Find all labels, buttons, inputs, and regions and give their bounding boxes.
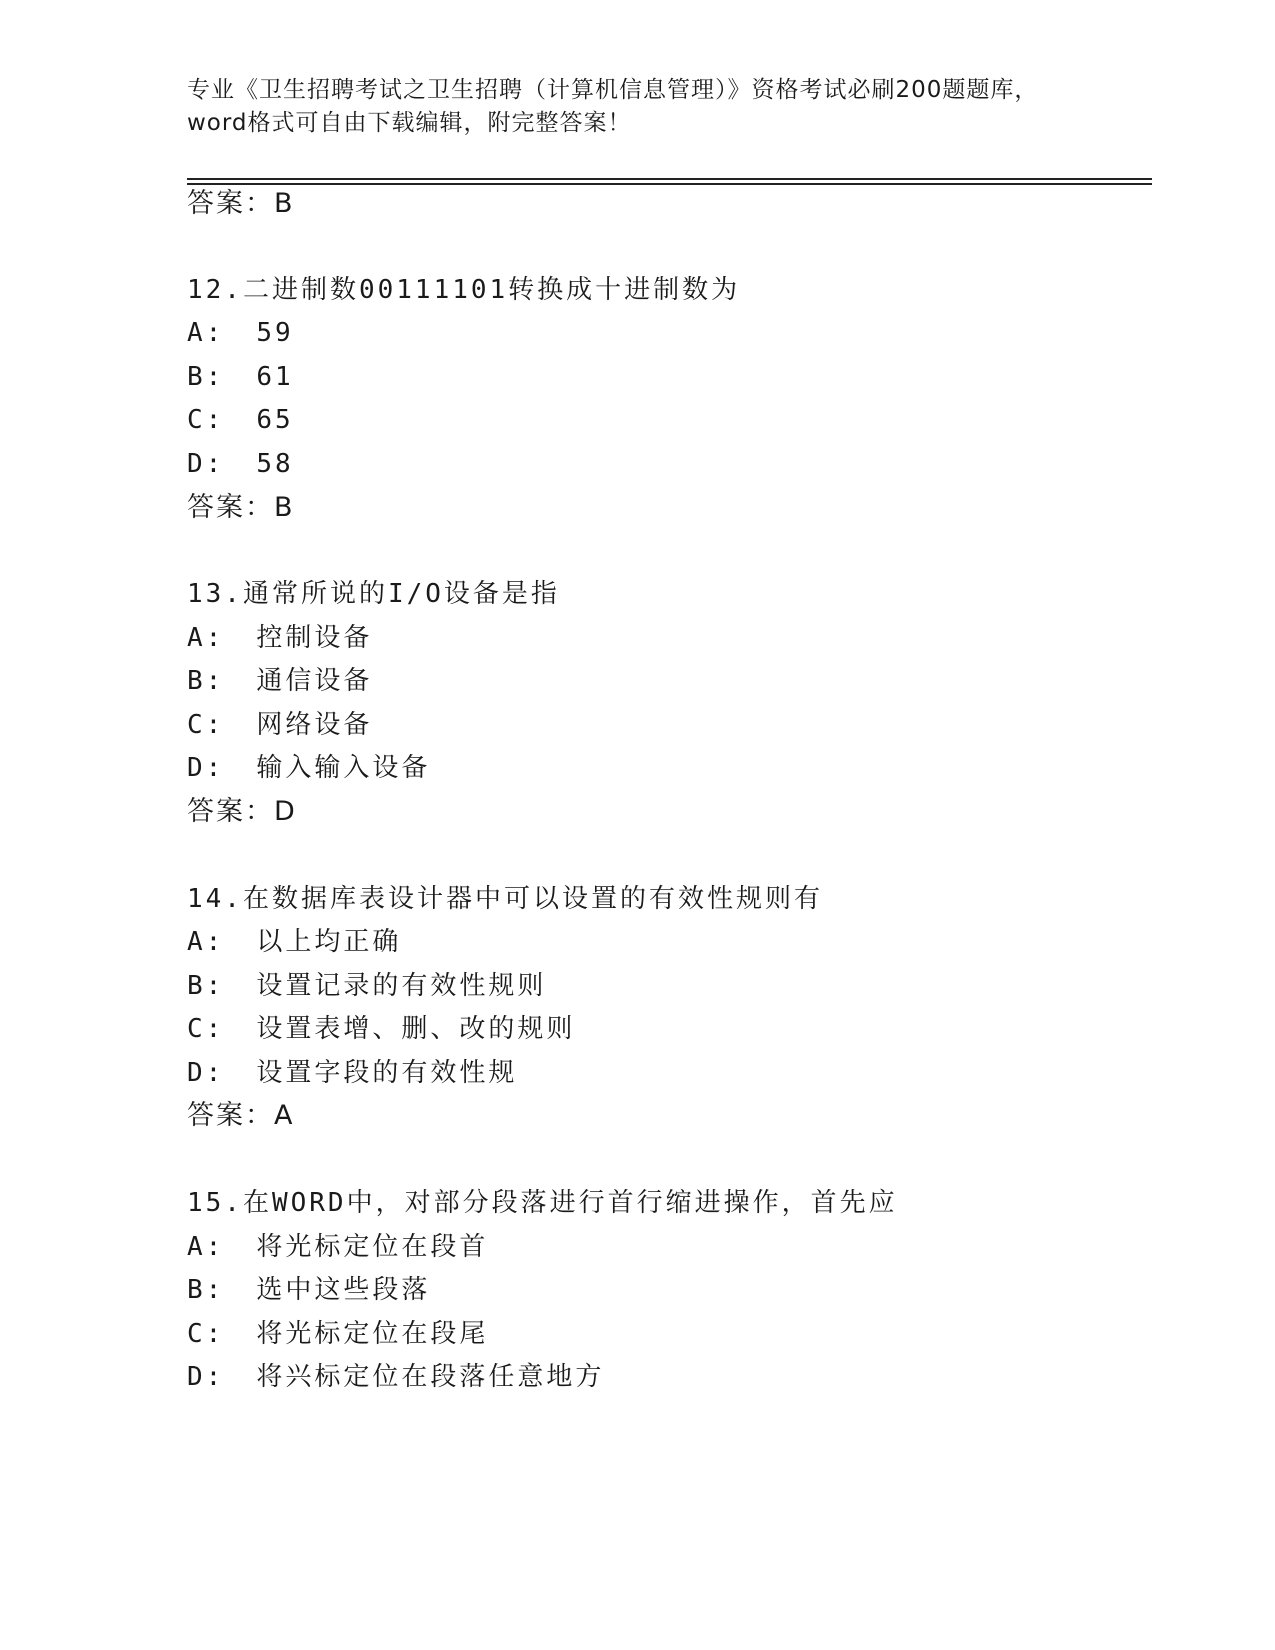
option-d [187, 750, 430, 786]
option-letter: D: [187, 1058, 225, 1088]
option-text: 设置记录的有效性规则 [256, 971, 547, 1001]
option-letter: D: [187, 1362, 225, 1392]
option-b [187, 359, 294, 395]
option-a [187, 315, 294, 351]
header-divider-top [187, 178, 1152, 180]
option-c [187, 1316, 488, 1352]
option-b [187, 1272, 430, 1308]
option-letter: B: [187, 1275, 225, 1305]
question-title: 14.在数据库表设计器中可以设置的有效性规则有 [187, 884, 823, 914]
option-d [187, 446, 294, 482]
option-text: 61 [256, 362, 294, 392]
option-text: 59 [256, 318, 294, 348]
option-letter: D: [187, 753, 225, 783]
option-a [187, 1229, 488, 1265]
question-title: 12.二进制数00111101转换成十进制数为 [187, 275, 741, 305]
header-line-1: 专业《卫生招聘考试之卫生招聘（计算机信息管理）》资格考试必刷200题题库， [187, 77, 1039, 103]
option-letter: B: [187, 362, 225, 392]
option-c [187, 707, 372, 743]
option-a [187, 924, 401, 960]
option-b [187, 968, 546, 1004]
option-letter: A: [187, 318, 225, 348]
header-line-2: word格式可自由下载编辑，附完整答案！ [187, 110, 632, 136]
option-letter: A: [187, 1232, 225, 1262]
option-b [187, 663, 372, 699]
option-text: 设置表增、删、改的规则 [256, 1014, 576, 1044]
answer-line: 答案：A [187, 1100, 295, 1131]
option-letter: C: [187, 710, 225, 740]
question-title: 13.通常所说的I/O设备是指 [187, 579, 560, 609]
option-text: 将光标定位在段尾 [256, 1319, 489, 1349]
previous-answer: 答案：B [187, 188, 295, 219]
option-text: 设置字段的有效性规 [256, 1058, 518, 1088]
option-text: 通信设备 [256, 666, 373, 696]
option-c [187, 1011, 575, 1047]
option-text: 58 [256, 449, 294, 479]
header-divider-bottom [187, 183, 1152, 185]
option-text: 将兴标定位在段落任意地方 [256, 1362, 605, 1392]
document-header [187, 74, 1087, 140]
option-text: 输入输入设备 [256, 753, 431, 783]
option-d [187, 1055, 517, 1091]
option-letter: C: [187, 1319, 225, 1349]
answer-line: 答案：D [187, 796, 297, 827]
option-text: 以上均正确 [256, 927, 402, 957]
option-a [187, 620, 372, 656]
option-letter: C: [187, 405, 225, 435]
option-text: 网络设备 [256, 710, 373, 740]
option-letter: A: [187, 927, 225, 957]
option-text: 选中这些段落 [256, 1275, 431, 1305]
option-text: 控制设备 [256, 623, 373, 653]
option-c [187, 402, 294, 438]
option-letter: B: [187, 971, 225, 1001]
question-title: 15.在WORD中，对部分段落进行首行缩进操作，首先应 [187, 1188, 898, 1218]
option-letter: B: [187, 666, 225, 696]
option-d [187, 1359, 604, 1395]
option-letter: C: [187, 1014, 225, 1044]
answer-line: 答案：B [187, 492, 295, 523]
option-letter: D: [187, 449, 225, 479]
option-text: 65 [256, 405, 294, 435]
option-text: 将光标定位在段首 [256, 1232, 489, 1262]
option-letter: A: [187, 623, 225, 653]
